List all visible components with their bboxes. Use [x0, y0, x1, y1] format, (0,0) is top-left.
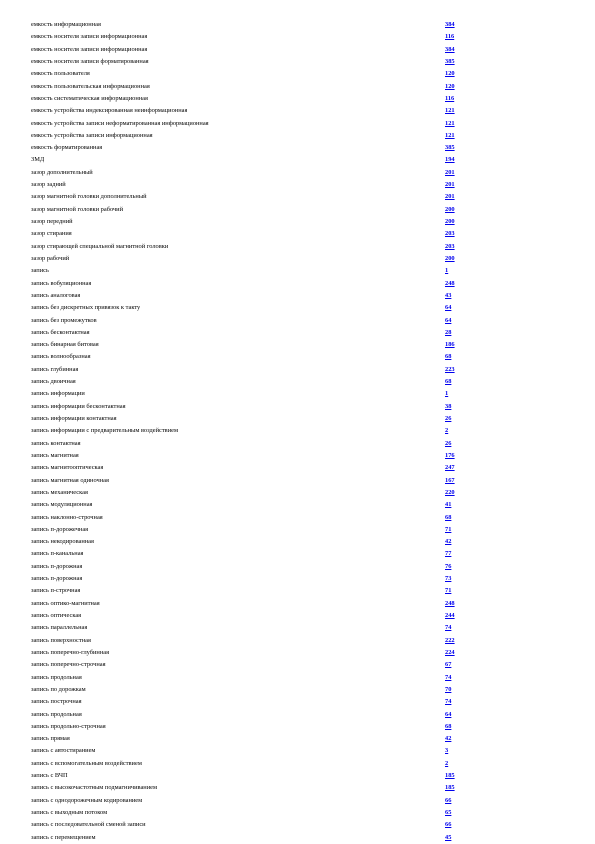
index-term: емкость носителя записи информационная — [31, 45, 148, 53]
index-entry — [31, 709, 471, 721]
page-number-link[interactable]: 220 — [445, 488, 455, 496]
page-number-link[interactable]: 201 — [445, 193, 455, 201]
index-entry — [31, 327, 471, 339]
page-number-link[interactable]: 2 — [445, 759, 449, 767]
index-entry — [31, 228, 471, 240]
index-term: запись бесконтактная — [31, 328, 90, 336]
page-number-link[interactable]: 26 — [445, 415, 452, 422]
page-number-link[interactable]: 71 — [445, 587, 452, 595]
index-entry — [31, 512, 471, 524]
page-number-link[interactable]: 116 — [445, 33, 455, 41]
index-entry — [31, 93, 471, 105]
page-number-link[interactable]: 120 — [445, 70, 455, 78]
index-entry — [31, 598, 471, 610]
index-term: запись параллельная — [31, 624, 88, 632]
page-number-link[interactable]: 185 — [445, 784, 455, 792]
index-term: запись поперечно-строчная — [31, 661, 106, 669]
page-number-link[interactable]: 3 — [445, 747, 449, 755]
index-term: запись с ВЧП — [31, 772, 68, 780]
page-number-link[interactable]: 71 — [445, 525, 452, 533]
index-entry — [31, 770, 471, 782]
index-entry — [31, 339, 471, 351]
page-number-link[interactable]: 200 — [445, 205, 455, 213]
index-entry — [31, 807, 471, 819]
index-term: запись по дорожкам — [31, 685, 86, 693]
page-number-link[interactable]: 185 — [445, 772, 455, 780]
index-term: запись магнитная одиночная — [31, 476, 109, 484]
index-term: запись оптико-магнитная — [31, 599, 100, 607]
index-entry — [31, 241, 471, 253]
index-term: запись бинарная битовая — [31, 341, 99, 349]
page-number-link[interactable]: 38 — [445, 402, 452, 410]
page-number-link[interactable]: 2 — [445, 427, 449, 435]
index-entry — [31, 684, 471, 696]
index-term: запись информации — [31, 390, 85, 398]
index-term: зазор дополнительный — [31, 168, 93, 176]
page-number-link[interactable]: 68 — [445, 353, 452, 361]
index-term: запись аналоговая — [31, 291, 81, 299]
index-term: запись информации с предварительным воздействием — [31, 427, 178, 435]
index-term: емкость устройства записи неформатированная информационная — [31, 119, 209, 127]
index-entry — [31, 388, 471, 400]
index-entry — [31, 265, 471, 277]
index-term: емкость систематическая информационная — [31, 94, 148, 102]
index-entry — [31, 696, 471, 708]
index-entry — [31, 425, 471, 437]
index-entry — [31, 561, 471, 573]
index-term: емкость носителя записи форматированная — [31, 57, 149, 65]
index-entry — [31, 253, 471, 265]
page-number-link[interactable]: 121 — [445, 107, 455, 115]
index-term: емкость носителя записи информационная — [31, 33, 148, 41]
index-entry — [31, 487, 471, 499]
index-term: запись поверхностная — [31, 636, 91, 644]
page-number-link[interactable]: 43 — [445, 291, 452, 299]
index-entry — [31, 81, 471, 93]
page-number-link[interactable]: 248 — [445, 599, 455, 607]
index-entry — [31, 290, 471, 302]
index-entry — [31, 548, 471, 560]
page-number-link[interactable]: 26 — [445, 439, 452, 447]
page-number-link[interactable]: 223 — [445, 365, 455, 373]
page-number-link[interactable]: 248 — [445, 279, 455, 287]
page-number-link[interactable]: 28 — [445, 328, 452, 336]
index-term: емкость пользователя — [31, 70, 90, 78]
index-term: запись п-дорожная — [31, 562, 83, 570]
page-number-link[interactable]: 67 — [445, 661, 452, 669]
page-number-link[interactable]: 224 — [445, 648, 455, 656]
index-term: запись некодированная — [31, 538, 94, 546]
index-entry — [31, 105, 471, 117]
index-entry — [31, 302, 471, 314]
page-number-link[interactable]: 200 — [445, 218, 455, 225]
page-number-link[interactable]: 45 — [445, 833, 452, 841]
index-entry — [31, 44, 471, 56]
index-term: зазор магнитной головки рабочий — [31, 205, 124, 213]
page-number-link[interactable]: 76 — [445, 562, 452, 570]
page-number-link[interactable]: 74 — [445, 624, 452, 632]
page-number-link[interactable]: 64 — [445, 316, 452, 324]
page-number-link[interactable]: 42 — [445, 538, 452, 546]
subject-index-list — [31, 19, 471, 844]
index-term: ЗМД — [31, 156, 45, 164]
page-number-link[interactable]: 116 — [445, 94, 455, 102]
index-entry — [31, 536, 471, 548]
page-number-link[interactable]: 42 — [445, 735, 452, 743]
index-entry — [31, 278, 471, 290]
page-number-link[interactable]: 244 — [445, 612, 455, 619]
index-term: запись п-строчная — [31, 587, 81, 595]
page-number-link[interactable]: 186 — [445, 341, 455, 349]
index-entry — [31, 832, 471, 844]
index-term: емкость пользовательская информационная — [31, 82, 150, 90]
index-entry — [31, 647, 471, 659]
index-entry — [31, 118, 471, 130]
index-entry — [31, 610, 471, 622]
index-entry — [31, 622, 471, 634]
index-entry — [31, 216, 471, 228]
page-number-link[interactable]: 73 — [445, 575, 452, 583]
page-number-link[interactable]: 74 — [445, 698, 452, 706]
index-term: запись построчная — [31, 698, 82, 706]
index-term: запись наклонно-строчная — [31, 513, 103, 521]
page-number-link[interactable]: 200 — [445, 254, 455, 262]
index-entry — [31, 56, 471, 68]
page-number-link[interactable]: 68 — [445, 722, 452, 730]
index-term: запись с однодорожечным кодированием — [31, 796, 143, 804]
page-number-link[interactable]: 1 — [445, 390, 449, 398]
index-entry — [31, 19, 471, 31]
page-number-link[interactable]: 65 — [445, 809, 452, 816]
index-entry — [31, 585, 471, 597]
page-number-link[interactable]: 194 — [445, 156, 455, 164]
index-term: зазор задний — [31, 181, 66, 189]
index-term: запись п-канальная — [31, 550, 84, 558]
page-number-link[interactable]: 384 — [445, 21, 455, 28]
index-entry — [31, 524, 471, 536]
index-term: запись магнитная — [31, 451, 79, 459]
index-term: запись — [31, 267, 49, 275]
index-term: запись волнообразная — [31, 353, 91, 361]
index-entry — [31, 179, 471, 191]
index-entry — [31, 819, 471, 831]
page-number-link[interactable]: 222 — [445, 636, 455, 644]
index-entry — [31, 635, 471, 647]
index-entry — [31, 499, 471, 511]
index-entry — [31, 204, 471, 216]
page-number-link[interactable]: 77 — [445, 550, 452, 558]
index-term: запись поперечно-глубинная — [31, 648, 110, 656]
page-number-link[interactable]: 68 — [445, 378, 452, 386]
index-term: запись продольная — [31, 673, 82, 681]
page-number-link[interactable]: 247 — [445, 464, 455, 472]
page-number-link[interactable]: 120 — [445, 82, 455, 90]
index-entry — [31, 154, 471, 166]
index-entry — [31, 351, 471, 363]
index-term: запись прямая — [31, 735, 70, 743]
index-entry — [31, 315, 471, 327]
index-term: запись магнитооптическая — [31, 464, 104, 472]
index-entry — [31, 142, 471, 154]
page-number-link[interactable]: 201 — [445, 181, 455, 189]
index-term: запись модуляционная — [31, 501, 93, 509]
page-number-link[interactable]: 1 — [445, 267, 449, 275]
index-entry — [31, 758, 471, 770]
page-number-link[interactable]: 385 — [445, 57, 455, 65]
page-number-link[interactable]: 64 — [445, 304, 452, 312]
index-term: зазор магнитной головки дополнительный — [31, 193, 147, 201]
page-number-link[interactable]: 176 — [445, 451, 455, 459]
index-entry — [31, 733, 471, 745]
index-entry — [31, 191, 471, 203]
index-term: запись п-дорожная — [31, 575, 83, 583]
index-entry — [31, 745, 471, 757]
page-number-link[interactable]: 66 — [445, 821, 452, 829]
page-number-link[interactable]: 68 — [445, 513, 452, 521]
index-term: запись п-дорожечная — [31, 525, 89, 533]
index-term: запись информации контактная — [31, 415, 117, 422]
index-entry — [31, 450, 471, 462]
index-term: запись без промежутков — [31, 316, 97, 324]
index-term: зазор передний — [31, 218, 73, 225]
page-number-link[interactable]: 70 — [445, 685, 452, 693]
index-entry — [31, 659, 471, 671]
page-number-link[interactable]: 121 — [445, 131, 455, 139]
index-term: запись двоичная — [31, 378, 76, 386]
index-term: зазор рабочий — [31, 254, 70, 262]
index-entry — [31, 31, 471, 43]
index-term: запись продольно-строчная — [31, 722, 106, 730]
page-number-link[interactable]: 201 — [445, 168, 455, 176]
index-term: запись глубинная — [31, 365, 79, 373]
index-entry — [31, 167, 471, 179]
index-entry — [31, 782, 471, 794]
page-number-link[interactable]: 203 — [445, 242, 455, 250]
page-number-link[interactable]: 384 — [445, 45, 455, 53]
index-entry — [31, 721, 471, 733]
index-entry — [31, 672, 471, 684]
index-term: запись с автостиранием — [31, 747, 96, 755]
index-entry — [31, 462, 471, 474]
index-term: запись с вспомогательным воздействием — [31, 759, 142, 767]
index-term: запись без дискретных привязок к такту — [31, 304, 141, 312]
page-number-link[interactable]: 203 — [445, 230, 455, 238]
index-term: зазор стирающей специальной магнитной головки — [31, 242, 169, 250]
index-entry — [31, 130, 471, 142]
index-term: запись вобуляционная — [31, 279, 92, 287]
index-entry — [31, 475, 471, 487]
index-term: емкость устройства индексированная неинформационная — [31, 107, 188, 115]
index-term: емкость устройства записи информационная — [31, 131, 153, 139]
index-entry — [31, 413, 471, 425]
index-entry — [31, 401, 471, 413]
index-term: зазор стирания — [31, 230, 72, 238]
index-entry — [31, 438, 471, 450]
index-term: емкость форматированная — [31, 144, 103, 152]
page-number-link[interactable]: 66 — [445, 796, 452, 804]
page-number-link[interactable]: 121 — [445, 119, 455, 127]
page-number-link[interactable]: 74 — [445, 673, 452, 681]
index-term: емкость информационная — [31, 21, 101, 28]
index-term: запись продольная — [31, 710, 82, 718]
index-term: запись с высокочастотным подмагничиванием — [31, 784, 158, 792]
index-entry — [31, 364, 471, 376]
page-number-link[interactable]: 385 — [445, 144, 455, 152]
page-number-link[interactable]: 64 — [445, 710, 452, 718]
index-entry — [31, 573, 471, 585]
index-term: запись контактная — [31, 439, 81, 447]
index-term: запись информации бесконтактная — [31, 402, 126, 410]
index-term: запись с перемещением — [31, 833, 96, 841]
index-term: запись с выходным потоком — [31, 809, 108, 816]
index-entry — [31, 68, 471, 80]
index-entry — [31, 795, 471, 807]
index-entry — [31, 376, 471, 388]
page-number-link[interactable]: 167 — [445, 476, 455, 484]
index-term: запись оптическая — [31, 612, 82, 619]
index-term: запись с последовательной сменой записи — [31, 821, 146, 829]
index-term: запись механическая — [31, 488, 88, 496]
page-number-link[interactable]: 41 — [445, 501, 452, 509]
